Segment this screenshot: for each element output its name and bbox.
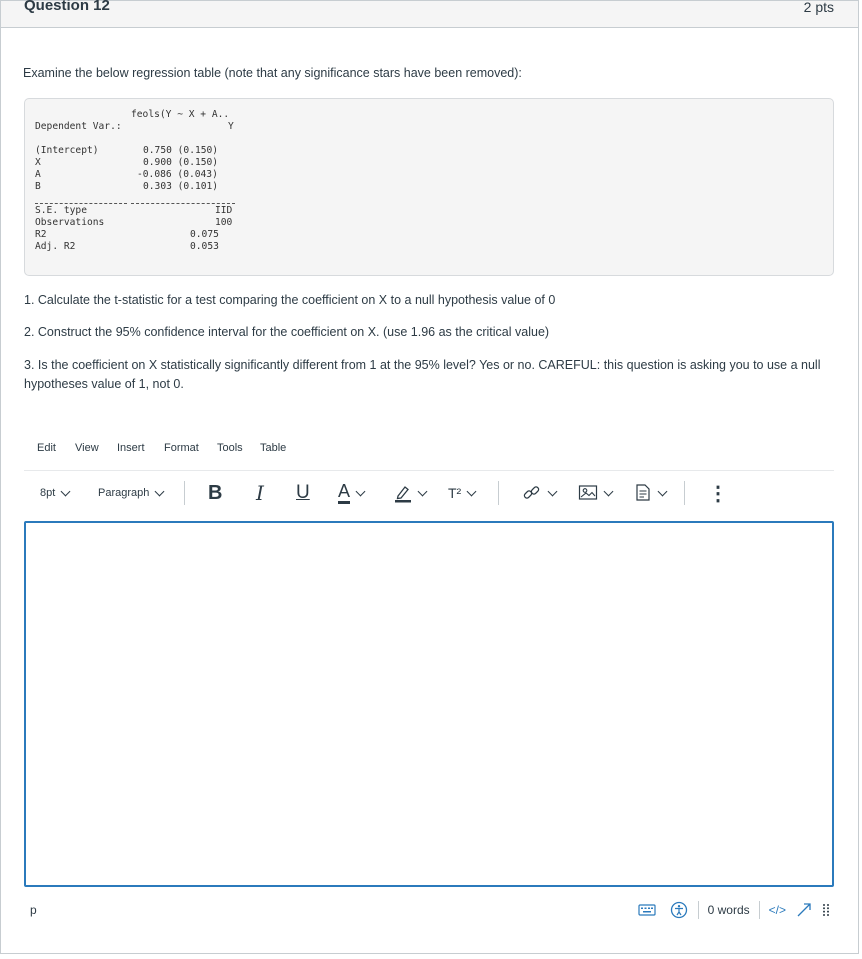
superscript-button[interactable] — [448, 478, 475, 508]
coef-label: A — [35, 169, 41, 180]
question-points: 2 pts — [803, 0, 834, 15]
word-count[interactable]: 0 words — [707, 903, 750, 917]
document-icon — [634, 483, 652, 503]
question-title: Question 12 — [24, 0, 110, 14]
more-button[interactable] — [708, 478, 728, 508]
model-name: feols(Y ~ X + A.. — [131, 109, 230, 120]
toolbar-separator — [684, 481, 685, 505]
question-item-1: 1. Calculate the t-statistic for a test comparing the coefficient on X to a null hypothesis value of 0 — [24, 293, 556, 307]
bold-icon: B — [208, 481, 223, 504]
coef-label: B — [35, 181, 41, 192]
italic-icon: I — [256, 481, 264, 505]
highlighter-icon — [394, 483, 412, 503]
stat-value: 0.075 — [190, 229, 219, 240]
stat-value: IID — [215, 205, 233, 216]
link-icon — [522, 483, 542, 503]
italic-button[interactable] — [256, 478, 264, 508]
font-size-value: 8pt — [40, 487, 56, 499]
resize-handle-icon[interactable] — [822, 903, 830, 917]
element-path[interactable]: p — [30, 903, 37, 917]
question-header — [1, 1, 858, 28]
menu-table[interactable]: Table — [260, 442, 287, 454]
fullscreen-icon[interactable] — [796, 902, 812, 918]
stat-value: 0.053 — [190, 241, 219, 252]
stat-label: R2 — [35, 229, 47, 240]
chevron-down-icon — [467, 486, 477, 496]
coef-value: 0.750 (0.150) — [143, 145, 219, 156]
dep-var: Y — [228, 121, 234, 132]
regression-table — [24, 98, 834, 276]
chevron-down-icon — [155, 486, 165, 496]
menu-tools[interactable]: Tools — [217, 442, 243, 454]
chevron-down-icon — [548, 486, 558, 496]
font-size-select[interactable] — [40, 478, 69, 508]
menu-edit[interactable]: Edit — [37, 442, 56, 454]
image-button[interactable] — [578, 478, 612, 508]
dep-var-label: Dependent Var.: — [35, 121, 122, 132]
menu-insert[interactable]: Insert — [117, 442, 145, 454]
stat-value: 100 — [215, 217, 233, 228]
status-separator — [698, 901, 699, 919]
menubar-divider — [24, 470, 834, 471]
image-icon — [578, 484, 598, 502]
block-format-select[interactable] — [98, 478, 163, 508]
coef-value: -0.086 (0.043) — [137, 169, 218, 180]
accessibility-icon[interactable] — [670, 901, 688, 919]
document-button[interactable] — [634, 478, 666, 508]
rich-text-editor[interactable] — [24, 521, 834, 887]
superscript-icon: T² — [448, 485, 462, 501]
chevron-down-icon — [356, 486, 366, 496]
chevron-down-icon — [61, 486, 71, 496]
table-divider-left — [35, 203, 127, 204]
question-item-2: 2. Construct the 95% confidence interval for the coefficient on X. (use 1.96 as the critical value) — [24, 325, 550, 339]
menu-view[interactable]: View — [75, 442, 99, 454]
highlight-color-button[interactable] — [394, 478, 426, 508]
stat-label: Adj. R2 — [35, 241, 76, 252]
status-separator — [759, 901, 760, 919]
underline-button[interactable] — [296, 478, 310, 508]
text-color-icon: A — [338, 482, 350, 504]
coef-label: (Intercept) — [35, 145, 99, 156]
stat-label: S.E. type — [35, 205, 87, 216]
chevron-down-icon — [604, 486, 614, 496]
toolbar-separator — [184, 481, 185, 505]
status-right — [638, 900, 830, 920]
toolbar-separator — [498, 481, 499, 505]
chevron-down-icon — [418, 486, 428, 496]
more-icon: ⋮ — [708, 482, 728, 505]
table-divider-right — [131, 203, 235, 204]
question-item-3: 3. Is the coefficient on X statistically significantly different from 1 at the 95% level? Yes or no. CAREFUL: this question is asking you to use a null hypotheses value of 1, not 0. — [24, 358, 821, 391]
keyboard-icon[interactable] — [638, 903, 656, 917]
editor-content[interactable] — [26, 523, 832, 539]
coef-value: 0.303 (0.101) — [143, 181, 219, 192]
stat-label: Observations — [35, 217, 105, 228]
link-button[interactable] — [522, 478, 556, 508]
text-color-button[interactable] — [338, 478, 364, 508]
underline-icon: U — [296, 482, 310, 503]
menu-format[interactable]: Format — [164, 442, 199, 454]
html-editor-toggle[interactable]: </> — [768, 903, 786, 917]
bold-button[interactable] — [208, 478, 222, 508]
chevron-down-icon — [658, 486, 668, 496]
coef-label: X — [35, 157, 41, 168]
editor-toolbar — [24, 478, 834, 508]
question-intro: Examine the below regression table (note that any significance stars have been removed): — [23, 66, 522, 80]
editor-statusbar — [24, 897, 834, 923]
coef-value: 0.900 (0.150) — [143, 157, 219, 168]
block-format-value: Paragraph — [98, 487, 150, 499]
